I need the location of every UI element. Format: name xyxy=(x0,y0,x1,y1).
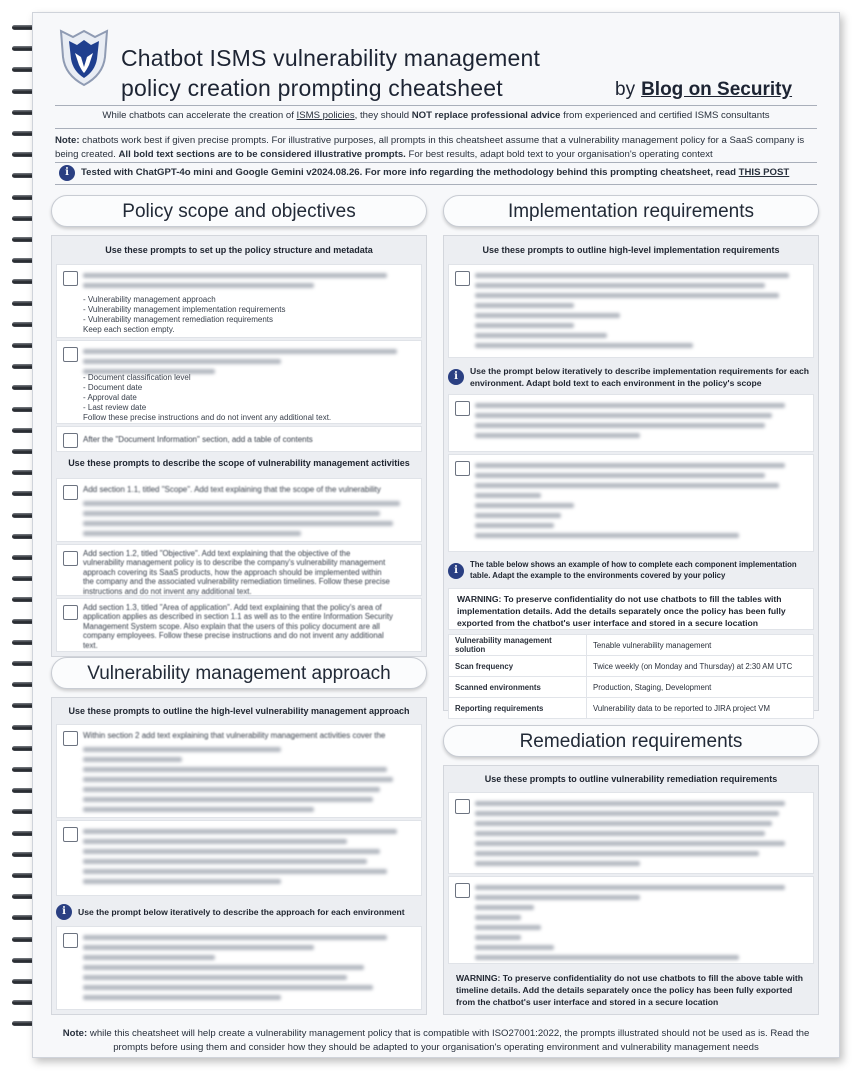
this-post-link[interactable]: THIS POST xyxy=(738,167,790,178)
blurred-prompt-text xyxy=(83,497,413,537)
prompt-card xyxy=(448,394,814,452)
prompt-checkbox[interactable] xyxy=(63,827,78,842)
prompt-line: - Document date xyxy=(83,383,143,392)
blurred-prompt-text xyxy=(475,797,805,869)
prompt-line: Follow these precise instructions and do not invent any additional text. xyxy=(83,413,332,422)
info-icon: i xyxy=(56,904,72,920)
prompt-checkbox[interactable] xyxy=(63,551,78,566)
prompt-text xyxy=(83,549,415,596)
approach-note xyxy=(52,902,426,922)
prompt-text xyxy=(83,603,415,650)
prompt-text: Add section 1.1, titled "Scope". Add text explaining that the scope of the vulnerability xyxy=(83,485,381,494)
blurred-prompt-text xyxy=(83,269,413,293)
table-row xyxy=(449,677,814,698)
byline xyxy=(615,79,792,101)
prompt-card xyxy=(448,454,814,552)
prompt-card xyxy=(56,598,422,652)
prompt-line: - Approval date xyxy=(83,393,137,402)
implementation-note-2-text: The table below shows an example of how to complete each component implementation table. Adapt the example to the environments covered by your policy xyxy=(470,560,797,580)
footer-note xyxy=(55,1027,817,1055)
disclaimer-text-a: While chatbots can accelerate the creation of xyxy=(102,110,297,121)
note-label: Note: xyxy=(55,135,80,146)
section-title-implementation: Implementation requirements xyxy=(443,195,819,227)
info-icon: i xyxy=(448,369,464,385)
blurred-prompt-text xyxy=(475,269,805,353)
disclaimer-notice xyxy=(55,109,817,123)
blurred-prompt-text xyxy=(83,825,413,891)
prompt-line: Add section 1.3, titled "Area of application". Add text explaining that the policy's area of xyxy=(83,603,382,612)
approach-note-text: Use the prompt below iteratively to describe the approach for each environment xyxy=(78,907,405,917)
prompt-card xyxy=(448,876,814,964)
approach-subheading: Use these prompts to outline the high-level vulnerability management approach xyxy=(68,706,410,716)
info-icon: i xyxy=(59,165,75,181)
approach-panel xyxy=(51,697,427,1015)
prompt-note xyxy=(55,134,817,162)
note-text-b: For best results, adapt bold text to your organisation's operating context xyxy=(405,149,713,160)
scope-subheading-2: Use these prompts to describe the scope of vulnerability management activities xyxy=(68,458,410,468)
prompt-line: - Vulnerability management remediation requirements xyxy=(83,315,274,324)
table-key-cell: Scanned environments xyxy=(449,677,587,698)
prompt-card xyxy=(56,340,422,424)
isms-policies-link[interactable]: ISMS policies xyxy=(296,110,355,121)
disclaimer-text-c: from experienced and certified ISMS consultants xyxy=(560,110,770,121)
scope-panel xyxy=(51,235,427,657)
prompt-text xyxy=(83,295,285,335)
section-title-approach: Vulnerability management approach xyxy=(51,657,427,689)
blurred-prompt-text xyxy=(475,459,805,547)
title-line-2: policy creation prompting cheatsheet xyxy=(121,75,503,101)
prompt-line: - Vulnerability management implementation requirements xyxy=(83,305,286,314)
table-key-cell: Scan frequency xyxy=(449,656,587,677)
prompt-checkbox[interactable] xyxy=(455,799,470,814)
scope-subheading-1: Use these prompts to set up the policy structure and metadata xyxy=(105,245,373,255)
implementation-note-2 xyxy=(444,558,818,584)
divider xyxy=(55,105,817,106)
prompt-line: - Vulnerability management approach xyxy=(83,295,216,304)
prompt-card xyxy=(56,544,422,596)
remediation-subheading: Use these prompts to outline vulnerability remediation requirements xyxy=(484,774,778,784)
prompt-line: approach covering its SaaS products, how the approach should be implemented within xyxy=(83,567,382,577)
table-row xyxy=(449,656,814,677)
title-line-1: Chatbot ISMS vulnerability management xyxy=(121,45,541,71)
table-value-cell: Production, Staging, Development xyxy=(587,677,814,698)
divider xyxy=(55,128,817,129)
table-row xyxy=(449,635,814,656)
prompt-checkbox[interactable] xyxy=(63,347,78,362)
prompt-line: - Last review date xyxy=(83,403,147,412)
tested-notice xyxy=(55,166,817,180)
prompt-card xyxy=(56,264,422,338)
cheatsheet-page xyxy=(32,12,840,1058)
disclaimer-text-b: , they should xyxy=(354,110,412,121)
page-title xyxy=(121,43,540,103)
prompt-text xyxy=(83,373,331,423)
divider xyxy=(55,162,817,163)
prompt-checkbox[interactable] xyxy=(455,883,470,898)
prompt-card xyxy=(56,478,422,542)
blurred-prompt-text xyxy=(83,345,413,375)
table-value-cell: Twice weekly (on Monday and Thursday) at 2:30 AM UTC xyxy=(587,656,814,677)
prompt-checkbox[interactable] xyxy=(63,485,78,500)
prompt-text: After the "Document Information" section, add a table of contents xyxy=(83,435,313,444)
prompt-checkbox[interactable] xyxy=(63,933,78,948)
prompt-line: Keep each section empty. xyxy=(83,325,175,334)
prompt-checkbox[interactable] xyxy=(455,401,470,416)
prompt-checkbox[interactable] xyxy=(63,433,78,448)
implementation-panel xyxy=(443,235,819,711)
by-label: by xyxy=(615,79,636,100)
prompt-card xyxy=(448,792,814,874)
prompt-checkbox[interactable] xyxy=(63,271,78,286)
footer-label: Note: xyxy=(62,1028,88,1039)
section-title-remediation: Remediation requirements xyxy=(443,725,819,757)
section-title-scope: Policy scope and objectives xyxy=(51,195,427,227)
prompt-card xyxy=(56,820,422,896)
footer-text: while this cheatsheet will help create a vulnerability management policy that is compatible with ISO27001:2022, the prompts illustrated should not be used as is. Read the prompts before using them and consider how they should be adapted to your organisation's operating environment and vulnerability management needs xyxy=(87,1028,810,1053)
prompt-line: Add section 1.2, titled "Objective". Add text explaining that the objective of the xyxy=(83,549,351,558)
implementation-note-1-text: Use the prompt below iteratively to describe implementation requirements for each environment. Adapt bold text to each environment in the policy's scope xyxy=(470,366,810,388)
blurred-prompt-text xyxy=(83,931,413,1005)
blurred-prompt-text xyxy=(475,399,805,447)
prompt-card xyxy=(56,926,422,1010)
prompt-card xyxy=(56,426,422,452)
prompt-card xyxy=(56,724,422,818)
prompt-line: text. xyxy=(83,640,98,650)
table-key-cell: Reporting requirements xyxy=(449,698,587,719)
header xyxy=(55,27,825,107)
prompt-checkbox[interactable] xyxy=(63,731,78,746)
tested-text: Tested with ChatGPT-4o mini and Google Gemini v2024.08.26. For more info regarding the methodology behind this prompting cheatsheet, read xyxy=(81,167,739,178)
prompt-checkbox[interactable] xyxy=(455,461,470,476)
prompt-line: application applies as described in section 1.1 as well as to the entire Information Security xyxy=(83,612,393,622)
disclaimer-bold: NOT replace professional advice xyxy=(411,110,561,121)
prompt-checkbox[interactable] xyxy=(455,271,470,286)
implementation-warning: WARNING: To preserve confidentiality do not use chatbots to fill the tables with implementation details. Add the details separately once the policy has been fully exported from the chatbot's user interface and stored in a secure location xyxy=(448,588,814,630)
prompt-line: instructions and do not invent any additional text. xyxy=(83,586,252,596)
info-icon: i xyxy=(448,563,464,579)
table-value-cell: Tenable vulnerability management xyxy=(587,635,814,656)
prompt-text: Within section 2 add text explaining that vulnerability management activities cover the xyxy=(83,731,386,740)
prompt-line: company employees. Follow these precise instructions and do not invent any additional xyxy=(83,631,384,641)
table-value-cell: Vulnerability data to be reported to JIRA project VM xyxy=(587,698,814,719)
implementation-note-1 xyxy=(444,364,818,390)
implementation-example-table xyxy=(448,634,814,719)
remediation-warning: WARNING: To preserve confidentiality do not use chatbots to fill the above table with timeline details. Add the details separately once the policy has been fully exported from the chatbot's user interface and stored in a secure location xyxy=(456,973,803,1007)
prompt-card xyxy=(448,264,814,358)
divider xyxy=(55,184,817,185)
prompt-line: vulnerability management policy is to describe the company's vulnerability management xyxy=(83,558,386,568)
prompt-line: the company and the associated vulnerability remediation timelines. Follow these precise xyxy=(83,577,390,587)
brand-link[interactable]: Blog on Security xyxy=(641,79,793,100)
note-text-a: chatbots work best if given precise prompts. For illustrative purposes, all prompts in this cheatsheet assume that a vulnerability management policy for a SaaS company is being created. xyxy=(55,135,805,160)
note-bold: All bold text sections are to be considered illustrative prompts. xyxy=(118,149,406,160)
table-key-cell: Vulnerability management solution xyxy=(449,635,587,656)
prompt-checkbox[interactable] xyxy=(63,605,78,620)
table-row xyxy=(449,698,814,719)
implementation-subheading: Use these prompts to outline high-level implementation requirements xyxy=(482,245,780,255)
blurred-prompt-text xyxy=(475,881,805,959)
shield-lion-logo-icon xyxy=(55,27,113,89)
prompt-line: - Document classification level xyxy=(83,373,191,382)
remediation-panel xyxy=(443,765,819,1015)
prompt-line: Management System scope. Also explain that the users of this policy document are all xyxy=(83,621,380,631)
blurred-prompt-text xyxy=(83,743,413,813)
